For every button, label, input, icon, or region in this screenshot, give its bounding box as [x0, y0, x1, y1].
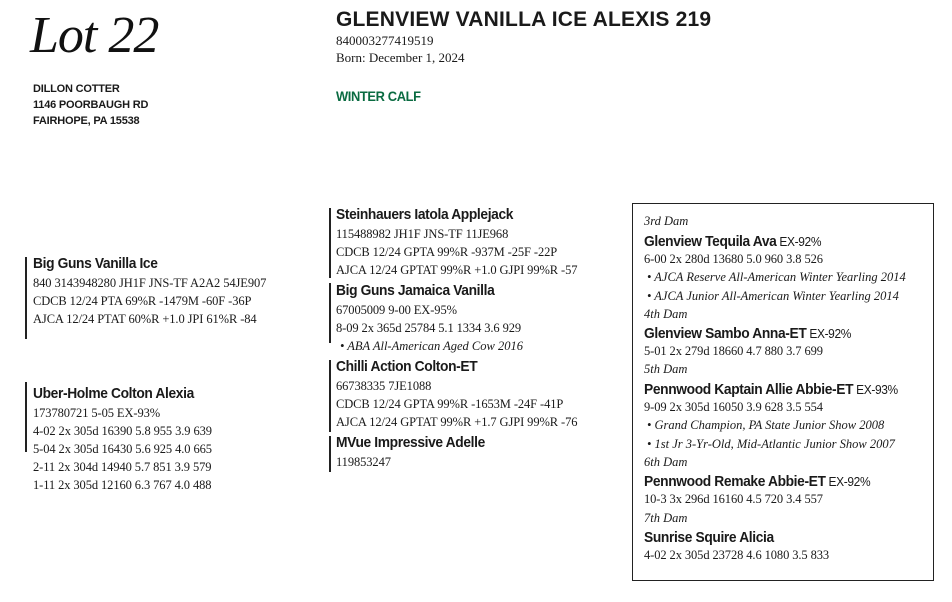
sire-dam-line: 67005009 9-00 EX-95% — [336, 303, 457, 317]
dam-record: 5-01 2x 279d 18660 4.7 880 3.7 699 — [644, 344, 823, 358]
owner-city: FAIRHOPE, PA 15538 — [33, 115, 140, 127]
dam-line: 5-04 2x 305d 16430 5.6 925 4.0 665 — [33, 442, 212, 456]
dam-record: 6-00 2x 280d 13680 5.0 960 3.8 526 — [644, 252, 823, 266]
dam-label: 4th Dam — [644, 307, 688, 321]
dam-award: • 1st Jr 3-Yr-Old, Mid-Atlantic Junior Show 2007 — [647, 437, 895, 451]
sire-sire-line: AJCA 12/24 GPTAT 99%R +1.0 GJPI 99%R -57 — [336, 263, 578, 277]
dam-bracket — [25, 382, 27, 452]
dam-dam-bracket — [329, 436, 331, 472]
dam-sire-line: AJCA 12/24 GPTAT 99%R +1.7 GJPI 99%R -76 — [336, 415, 578, 429]
sire-sire-name: Steinhauers Iatola Applejack — [336, 206, 514, 223]
dam-label: 5th Dam — [644, 362, 688, 376]
dam-sire-line: 66738335 7JE1088 — [336, 379, 432, 393]
sire-name: Big Guns Vanilla Ice — [33, 255, 158, 272]
sire-bracket — [25, 257, 27, 339]
dam-label: 3rd Dam — [644, 214, 689, 228]
third-dam-name: Glenview Tequila Ava EX-92% — [644, 233, 822, 250]
animal-class: WINTER CALF — [336, 88, 421, 104]
dam-line: 2-11 2x 304d 14940 5.7 851 3.9 579 — [33, 460, 212, 474]
fourth-dam-name: Glenview Sambo Anna-ET EX-92% — [644, 325, 852, 342]
sire-line: CDCB 12/24 PTA 69%R -1479M -60F -36P — [33, 294, 252, 308]
dam-award: • Grand Champion, PA State Junior Show 2008 — [647, 418, 885, 432]
sire-dam-name: Big Guns Jamaica Vanilla — [336, 282, 495, 299]
dam-label: 6th Dam — [644, 455, 688, 469]
animal-name: GLENVIEW VANILLA ICE ALEXIS 219 — [336, 8, 712, 31]
dam-line: 1-11 2x 305d 12160 6.3 767 4.0 488 — [33, 478, 212, 492]
seventh-dam-name: Sunrise Squire Alicia — [644, 529, 774, 546]
fifth-dam-name: Pennwood Kaptain Allie Abbie-ET EX-93% — [644, 381, 898, 398]
sire-dam-bracket — [329, 283, 331, 343]
sire-sire-bracket — [329, 208, 331, 278]
dam-dam-line: 119853247 — [336, 455, 391, 469]
lot-number: Lot 22 — [30, 7, 159, 64]
sixth-dam-name: Pennwood Remake Abbie-ET EX-92% — [644, 473, 871, 490]
dam-dam-name: MVue Impressive Adelle — [336, 434, 485, 451]
animal-born-date: Born: December 1, 2024 — [336, 50, 465, 65]
sire-sire-line: 115488982 JH1F JNS-TF 11JE968 — [336, 227, 509, 241]
dam-line: 173780721 5-05 EX-93% — [33, 406, 161, 420]
sire-sire-line: CDCB 12/24 GPTA 99%R -937M -25F -22P — [336, 245, 558, 259]
dam-record: 4-02 2x 305d 23728 4.6 1080 3.5 833 — [644, 548, 830, 562]
owner-street: 1146 POORBAUGH RD — [33, 99, 149, 111]
animal-registration: 840003277419519 — [336, 33, 434, 48]
dam-sire-name: Chilli Action Colton-ET — [336, 358, 478, 375]
sire-dam-line: 8-09 2x 365d 25784 5.1 1334 3.6 929 — [336, 321, 522, 335]
owner-address — [33, 81, 148, 129]
dam-sire-bracket — [329, 360, 331, 432]
owner-name: DILLON COTTER — [33, 83, 120, 95]
sire-line: 840 3143948280 JH1F JNS-TF A2A2 54JE907 — [33, 276, 267, 290]
sire-line: AJCA 12/24 PTAT 60%R +1.0 JPI 61%R -84 — [33, 312, 257, 326]
dam-sire-line: CDCB 12/24 GPTA 99%R -1653M -24F -41P — [336, 397, 564, 411]
dam-award: • AJCA Junior All-American Winter Yearling 2014 — [647, 289, 899, 303]
dam-line: 4-02 2x 305d 16390 5.8 955 3.9 639 — [33, 424, 212, 438]
sire-dam-award: • ABA All-American Aged Cow 2016 — [340, 339, 523, 353]
dam-name: Uber-Holme Colton Alexia — [33, 385, 194, 402]
dam-record: 10-3 3x 296d 16160 4.5 720 3.4 557 — [644, 492, 823, 506]
dam-record: 9-09 2x 305d 16050 3.9 628 3.5 554 — [644, 400, 823, 414]
dam-label: 7th Dam — [644, 511, 688, 525]
dam-award: • AJCA Reserve All-American Winter Yearling 2014 — [647, 270, 906, 284]
